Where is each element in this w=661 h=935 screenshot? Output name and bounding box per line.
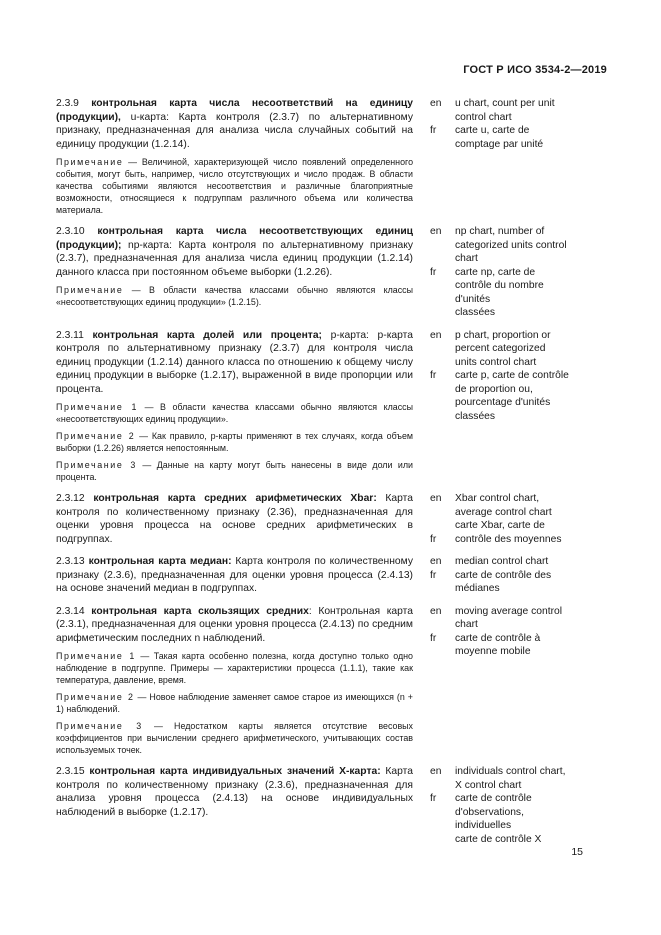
language-code: en [430, 226, 442, 237]
translation-line: X control chart [455, 779, 522, 791]
note-label: Примечание [56, 285, 124, 295]
note-label: Примечание 2 [56, 692, 135, 702]
note-label: Примечание 2 [56, 431, 136, 441]
term-definition [56, 225, 413, 279]
term-number: 2.3.12 [56, 493, 85, 504]
translation-line: d'observations, [455, 806, 524, 818]
translation-line: carte u, carte de [455, 125, 530, 136]
translation-text [455, 124, 606, 151]
term-note [56, 401, 413, 425]
translation-line: Xbar control chart, [455, 493, 540, 504]
term-alias: p-карта: [322, 329, 369, 341]
translation-line: carte np, carte de [455, 266, 536, 278]
term-definition [56, 555, 413, 596]
translation-line: units control chart [455, 356, 537, 368]
translation-line: carte Xbar, carte de [455, 520, 545, 531]
language-code: fr [430, 370, 437, 381]
translation-row [430, 97, 606, 124]
term-note [56, 459, 413, 483]
term-name: контрольная карта долей или процента; [92, 329, 322, 341]
translation-line: u chart, count per unit [455, 98, 555, 109]
translation-text [455, 533, 606, 547]
term-body [56, 225, 413, 320]
term-translations [430, 329, 606, 484]
term-definition-text: Карта контроля по количественному признаку (2.3.6), предназначенная для анализа уровня процесса (2.4.13) на основе индивидуальных наблюдений в выборке (1.2.17). [56, 766, 413, 818]
language-code: en [430, 493, 442, 504]
translation-line: chart [455, 619, 478, 630]
term-body [56, 492, 413, 546]
translation-row [430, 765, 606, 792]
translation-row [430, 492, 606, 533]
note-label: Примечание 1 [56, 402, 139, 412]
term-note [56, 650, 413, 686]
language-code: fr [430, 569, 437, 581]
translation-line: np chart, number of [455, 226, 545, 237]
term-entry [56, 492, 607, 546]
language-code: fr [430, 266, 437, 278]
term-definition [56, 492, 413, 546]
standard-designation: ГОСТ Р ИСО 3534-2—2019 [463, 64, 607, 76]
language-code: en [430, 766, 442, 777]
term-definition-text: p-карта контроля по альтернативному признаку (2.3.7) для контроля числа единиц продукции (1.2.14) данного класса по отношению к общему числу единиц продукции в выборке (1.2.17), выраженной в виде пропорции или процента. [56, 329, 413, 395]
term-definition-text: Карта контроля по альтернативному признаку (2.3.7), предназначенная для анализа числа единиц продукции (1.2.14) данного класса при постоянном объеме выборки (1.2.26). [56, 239, 414, 278]
language-code: fr [430, 793, 437, 804]
term-body [56, 765, 413, 846]
term-body [56, 555, 413, 596]
translation-line: moyenne mobile [455, 646, 531, 657]
term-definition [56, 329, 413, 397]
term-alias: u-карта: [120, 111, 169, 123]
term-number: 2.3.11 [56, 329, 84, 341]
translation-row [430, 329, 606, 370]
term-definition [56, 765, 413, 819]
term-entry [56, 765, 607, 846]
translation-line: control chart [455, 111, 512, 123]
term-definition-text: Карта контроля (2.3.7) по альтернативному признаку, предназначенная для анализа числа случайных событий на единицу продукции (1.2.14). [56, 111, 413, 150]
translation-line: individuals control chart, [455, 766, 566, 777]
term-name: контрольная карта индивидуальных значений X-карта: [89, 766, 381, 777]
translation-text [455, 765, 606, 792]
term-note [56, 284, 413, 308]
note-text: — В области качества классами обычно являются классы «несоответствующих единиц продукции» (1.2.15). [56, 285, 413, 307]
term-number: 2.3.15 [56, 766, 85, 777]
term-translations [430, 555, 606, 596]
terms-list [56, 97, 607, 855]
translation-line: d'unités [455, 293, 491, 305]
translation-text [455, 225, 606, 266]
translation-line: individuelles [455, 820, 512, 831]
term-definition [56, 97, 413, 151]
translation-line: pourcentage d'unités [455, 397, 551, 408]
term-name: контрольная карта числа несоответствующих единиц (продукции); [56, 226, 413, 251]
translation-line: carte de contrôle [455, 793, 532, 804]
translation-line: comptage par unité [455, 138, 544, 150]
note-label: Примечание 3 [56, 460, 137, 470]
translation-line: contrôle du nombre [455, 280, 544, 291]
translation-line: p chart, proportion or [455, 329, 551, 341]
term-definition-text: Карта контроля по количественному признаку (2.36), предназначенная для оценки уровня процесса на основе средних арифметических в подгруппах. [56, 493, 413, 545]
translation-row [430, 124, 606, 151]
note-text: — Такая карта особенно полезна, когда доступно только одно наблюдение в подгруппе. Примеры — характеристики процесса (1.1.1), такие как температура, давление, время. [56, 651, 413, 685]
note-label: Примечание 1 [56, 651, 136, 661]
term-name: контрольная карта скользящих средних [91, 605, 309, 617]
note-text: — Величиной, характеризующей число появлений определенного события, могут быть, например, число отсутствующих и число продаж. В области качества событиями являются несоответствия и различные благоприятные возможности, относящиеся к подгруппам различного объема или количества материала. [56, 157, 413, 215]
term-name: контрольная карта средних арифметических Xbar: [93, 493, 377, 504]
term-name: контрольная карта медиан: [88, 556, 232, 567]
note-label: Примечание [56, 157, 124, 167]
translation-line: carte de contrôle des [455, 569, 552, 581]
translation-line: carte de contrôle à [455, 632, 541, 644]
term-note [56, 156, 413, 216]
translation-text [455, 792, 606, 846]
translation-line: carte p, carte de contrôle [455, 370, 569, 381]
translation-line: contrôle des moyennes [455, 533, 562, 545]
translation-row [430, 569, 606, 596]
language-code: en [430, 329, 442, 341]
translation-text [455, 97, 606, 124]
term-entry [56, 605, 607, 757]
translation-row [430, 605, 606, 632]
translation-line: median control chart [455, 556, 549, 567]
translation-line: carte de contrôle X [455, 833, 542, 845]
translation-row [430, 225, 606, 266]
term-number: 2.3.10 [56, 226, 85, 237]
translation-line: classées [455, 410, 496, 422]
term-number: 2.3.14 [56, 605, 85, 617]
term-definition-text: Карта контроля по количественному признаку (2.3.6), предназначенная для оценки уровня процесса (2.4.13) на основе значений медиан в подгруппах. [56, 556, 413, 594]
term-translations [430, 765, 606, 846]
translation-text [455, 329, 606, 370]
term-body [56, 97, 413, 216]
translation-text [455, 492, 606, 533]
note-text: — Новое наблюдение заменяет самое старое из имеющихся (n + 1) наблюдений. [56, 692, 413, 714]
translation-line: chart [455, 253, 478, 264]
term-number: 2.3.9 [56, 98, 79, 109]
term-number: 2.3.13 [56, 556, 85, 567]
term-definition-text: : Контрольная карта (2.3.1), предназначенная для оценки уровня процесса (2.4.13) по средним арифметическим последних n наблюдений. [56, 605, 413, 644]
language-code: fr [430, 533, 437, 545]
page-number: 15 [571, 846, 583, 858]
language-code: fr [430, 632, 437, 644]
language-code: fr [430, 125, 437, 136]
term-entry [56, 225, 607, 320]
term-translations [430, 605, 606, 757]
language-code: en [430, 98, 442, 109]
term-note [56, 691, 413, 715]
translation-text [455, 369, 606, 423]
language-code: en [430, 556, 442, 567]
translation-text [455, 569, 606, 596]
language-code: en [430, 605, 442, 617]
term-entry [56, 97, 607, 216]
translation-text [455, 555, 606, 569]
term-definition [56, 605, 413, 646]
translation-line: moving average control [455, 605, 563, 617]
translation-line: médianes [455, 583, 500, 594]
term-note [56, 430, 413, 454]
term-body [56, 605, 413, 757]
term-entry [56, 329, 607, 484]
note-text: — В области качества классами обычно являются классы «несоответствующих единиц продукции». [56, 402, 413, 424]
translation-row [430, 369, 606, 423]
term-translations [430, 97, 606, 216]
translation-row [430, 555, 606, 569]
term-entry [56, 555, 607, 596]
term-alias: np-карта: [121, 239, 172, 251]
translation-row [430, 266, 606, 320]
translation-line: categorized units control [455, 239, 567, 251]
translation-line: classées [455, 307, 496, 318]
translation-row [430, 533, 606, 547]
term-note [56, 720, 413, 756]
note-text: — Недостатком карты является отсутствие весовых коэффициентов при вычислении среднего арифметического, учитывающих состав используемых точек. [56, 721, 413, 755]
term-translations [430, 225, 606, 320]
note-text: — Как правило, p-карты применяют в тех случаях, когда объем выборки (1.2.26) является непостоянным. [56, 431, 413, 453]
translation-line: de proportion ou, [455, 383, 533, 395]
translation-text [455, 632, 606, 659]
note-label: Примечание 3 [56, 721, 143, 731]
term-name: контрольная карта числа несоответствий на единицу (продукции), [56, 98, 413, 123]
translation-text [455, 266, 606, 320]
note-text: — Данные на карту могут быть нанесены в виде доли или процента. [56, 460, 413, 482]
translation-line: average control chart [455, 506, 552, 518]
translation-text [455, 605, 606, 632]
term-translations [430, 492, 606, 546]
term-body [56, 329, 413, 484]
translation-line: percent categorized [455, 343, 546, 354]
translation-row [430, 632, 606, 659]
translation-row [430, 792, 606, 846]
